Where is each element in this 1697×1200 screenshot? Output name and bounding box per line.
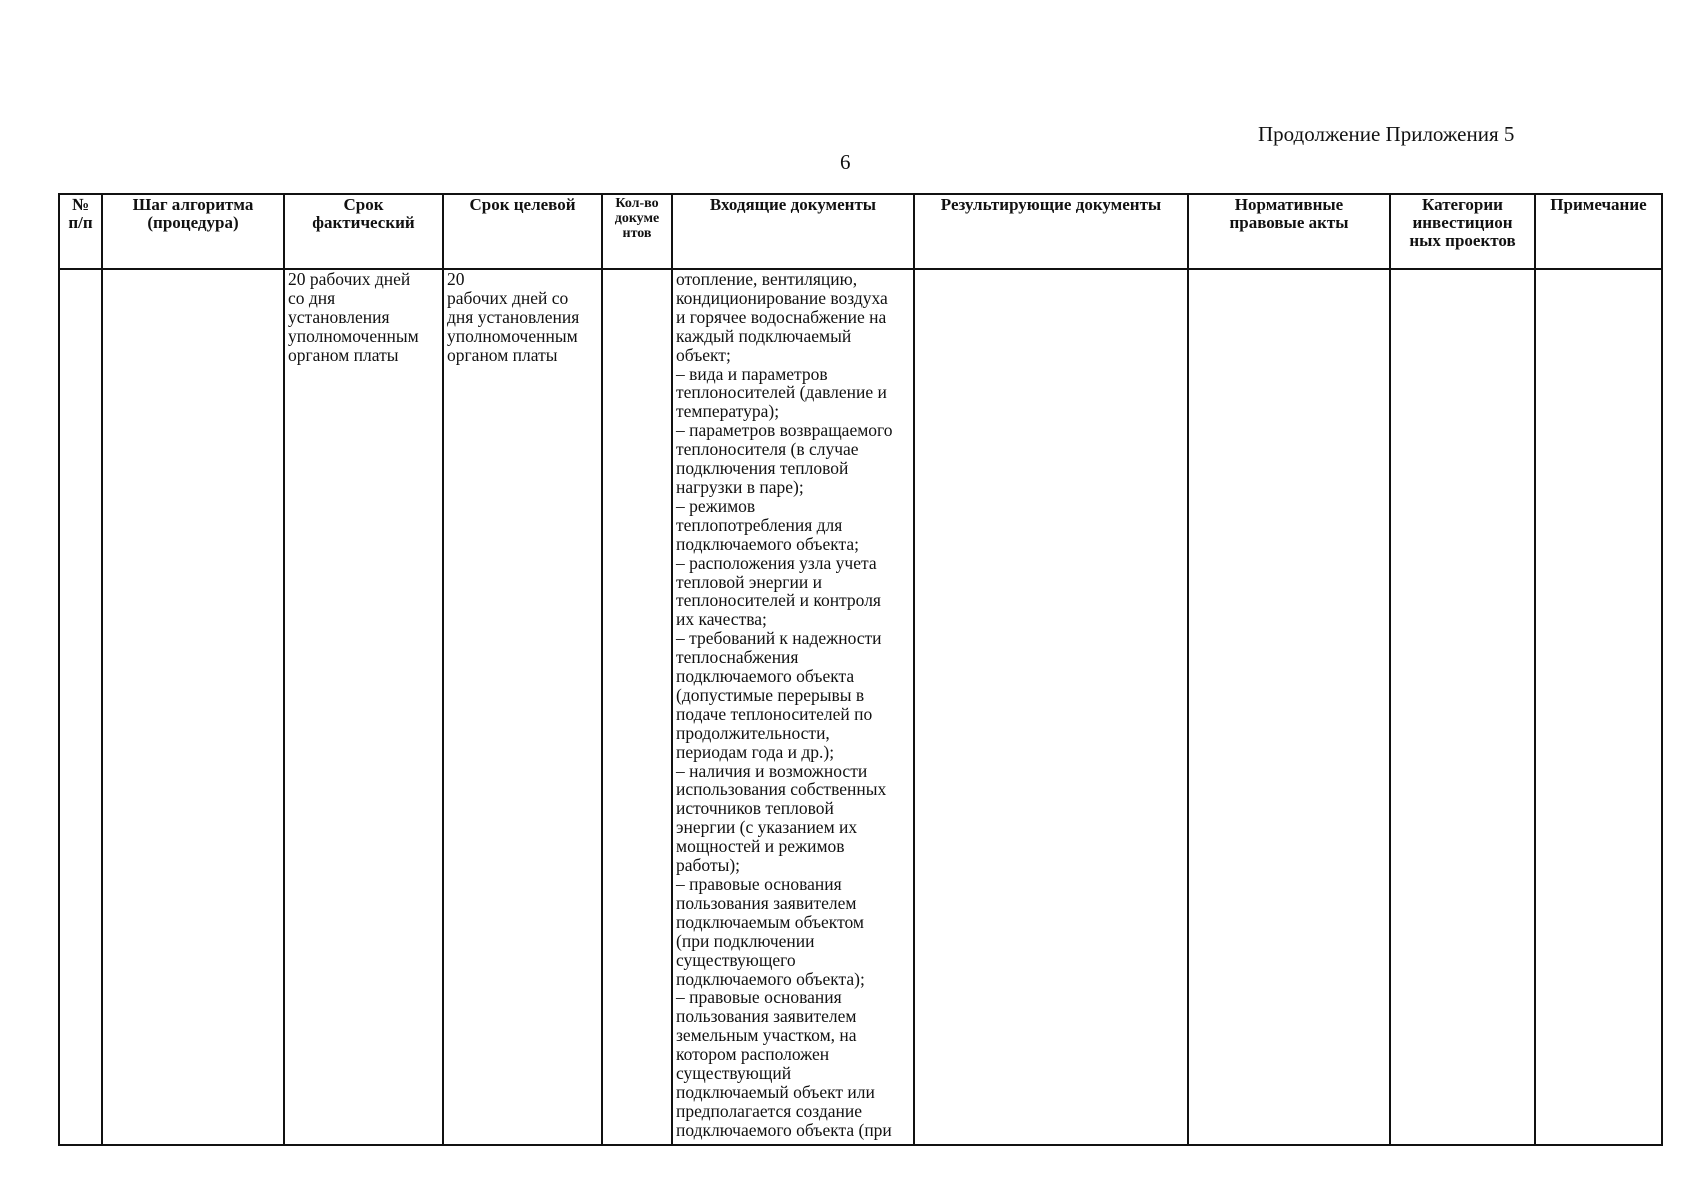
cell-incoming-docs: отопление, вентиляцию, кондиционирование воздуха и горячее водоснабжение на каждый подключаемый объект; – вида и параметров теплоносителей (давление и температура); – параметров возвращаемого теплоносителя (в случае подключения тепловой нагрузки в паре); – режимов теплопотребления для подключаемого объекта; – расположения узла учета тепловой энергии и теплоносителей и контроля их качества; – требований к надежности теплоснабжения подключаемого объекта (допустимые перерывы в подаче теплоносителей по продолжительности, периодам года и др.); – наличия и возможности использования собственных источников тепловой энергии (с указанием их мощностей и режимов работы); – правовые основания пользования заявителем подключаемым объектом (при подключении существующего подключаемого объекта); – правовые основания пользования заявителем земельным участком, на котором расположен существующий подключаемый объект или предполагается создание подключаемого объекта (при	[672, 269, 914, 1145]
cell-number	[59, 269, 102, 1145]
cell-legal-acts	[1188, 269, 1390, 1145]
cell-categories	[1390, 269, 1535, 1145]
column-header-legal-acts: Нормативные правовые акты	[1188, 194, 1390, 269]
column-header-result-docs: Результирующие документы	[914, 194, 1188, 269]
column-header-doc-count: Кол-во докуме нтов	[602, 194, 672, 269]
column-header-note: Примечание	[1535, 194, 1662, 269]
cell-doc-count	[602, 269, 672, 1145]
table-header-row	[59, 194, 1662, 269]
column-header-incoming-docs: Входящие документы	[672, 194, 914, 269]
column-header-term-actual: Срок фактический	[284, 194, 443, 269]
cell-term-actual: 20 рабочих дней со дня установления уполномоченным органом платы	[284, 269, 443, 1145]
appendix-continuation-label: Продолжение Приложения 5	[1258, 122, 1515, 146]
procedure-table	[58, 193, 1663, 1146]
table-row	[59, 269, 1662, 1145]
cell-result-docs	[914, 269, 1188, 1145]
cell-step	[102, 269, 284, 1145]
cell-note	[1535, 269, 1662, 1145]
cell-term-target: 20 рабочих дней со дня установления уполномоченным органом платы	[443, 269, 602, 1145]
column-header-number: № п/п	[59, 194, 102, 269]
column-header-categories: Категории инвестицион ных проектов	[1390, 194, 1535, 269]
column-header-term-target: Срок целевой	[443, 194, 602, 269]
page-number: 6	[840, 150, 851, 174]
column-header-step: Шаг алгоритма (процедура)	[102, 194, 284, 269]
